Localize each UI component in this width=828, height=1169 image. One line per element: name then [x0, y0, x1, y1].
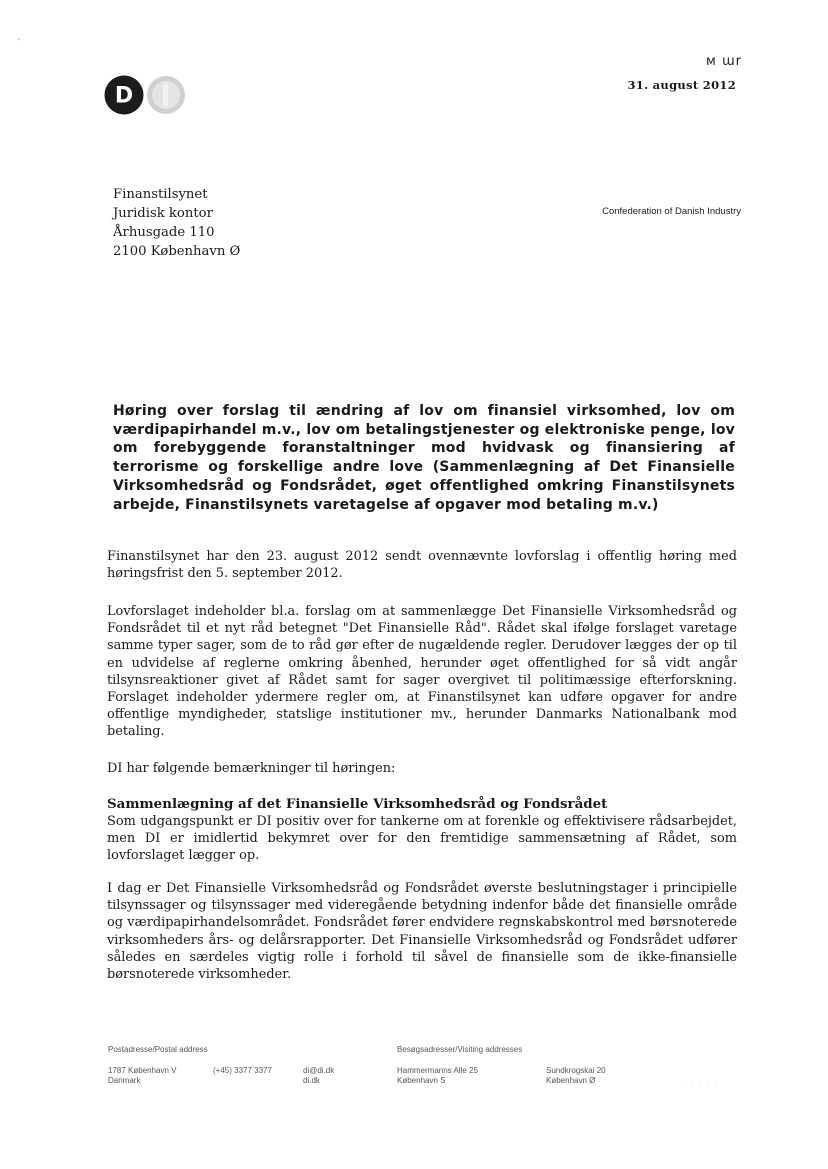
footer-email: di@di.dk — [303, 1066, 335, 1075]
recipient-line: 2100 København Ø — [113, 244, 241, 259]
subject-heading: Høring over forslag til ændring af lov om finansiel virksomhed, lov om værdipapirhandel m.v., lov om betalingstjenester og elektroniske penge, lov om forebyggende foranstaltninger mod hvidvask og finansiering af terrorisme og forskellige andre love (Sammenlægning af Det Finansielle Virksomhedsråd og Fondsrådet, øget offentlighed omkring Finanstilsynets arbejde, Finanstilsynets varetagelse af opgaver mod betaling m.v.) — [113, 403, 735, 513]
footer-phone: (+45) 3377 3377 — [213, 1066, 272, 1075]
body-paragraph: Som udgangspunkt er DI positiv over for tankerne om at forenkle og effektivisere rådsarbejdet, men DI er imidlertid bekymret over for den fremtidige sammensætning af Rådet, som lovforslaget lægger op. — [107, 814, 737, 864]
section-heading: Sammenlægning af det Finansielle Virksomhedsråd og Fondsrådet — [107, 796, 608, 812]
footer-contact — [303, 1066, 334, 1086]
body-paragraph: DI har følgende bemærkninger til høringen: — [107, 761, 396, 776]
recipient-line: Århusgade 110 — [113, 225, 215, 240]
logo-letter: D — [114, 83, 134, 109]
recipient-line: Juridisk kontor — [113, 206, 213, 221]
footer-visiting-label: Besøgsadresser/Visiting addresses — [397, 1045, 523, 1054]
recipient-line: Finanstilsynet — [113, 187, 208, 202]
footer-visit-address-1: Hammermanns Alle 25 København S — [397, 1066, 478, 1085]
footer-postal-address: 1787 København V Danmark — [108, 1066, 177, 1085]
scan-noise: · · · · · — [682, 1080, 720, 1087]
footer-postal-label: Postadresse/Postal address — [108, 1045, 208, 1054]
footer-visit-address-2: Sundkrogskai 20 København Ø — [546, 1066, 606, 1085]
footer-web: di.dk — [303, 1076, 320, 1085]
body-paragraph: Lovforslaget indeholder bl.a. forslag om at sammenlægge Det Finansielle Virksomhedsråd og Fondsrådet til et nyt råd betegnet "Det Finansielle Råd". Rådet skal ifølge forslaget varetage samme typer sager, som de to råd gør efter de nugældende regler. Derudover lægges der op til en udvidelse af reglerne omkring åbenhed, herunder øget offentlighed for så vidt angår tilsynsreaktioner givet af Rådet samt for sager overgivet til politimæssige efterforskning. Forslaget indeholder ydermere regler om, at Finanstilsynet kan udføre opgaver for andre offentlige myndigheder, statslige institutioner mv., herunder Danmarks Nationalbank mod betaling. — [107, 604, 737, 740]
recipient-address — [113, 185, 240, 261]
handwritten-mark: ᴍ ɯr — [706, 54, 742, 69]
body-paragraph: I dag er Det Finansielle Virksomhedsråd og Fondsrådet øverste beslutningstager i principielle tilsynssager og tilsynssager med videregående betydning indenfor både det finansielle område og værdipapirhandelsområdet. Fondsrådet fører endvidere regnskabskontrol med børsnoterede virksomheders års- og delårsrapporter. Det Finansielle Virksomhedsråd og Fondsrådet udfører således en særdeles vigtig rolle i forhold til såvel de finansielle som de ikke-finansielle børsnoterede virksomheder. — [107, 881, 737, 983]
letter-date: 31. august 2012 — [627, 78, 736, 92]
body-paragraph: Finanstilsynet har den 23. august 2012 sendt ovennævnte lovforslag i offentlig høring med høringsfrist den 5. september 2012. — [107, 549, 737, 582]
di-logo — [104, 75, 188, 115]
scan-speck: ʼ — [17, 38, 20, 48]
organization-name: Confederation of Danish Industry — [602, 206, 741, 217]
